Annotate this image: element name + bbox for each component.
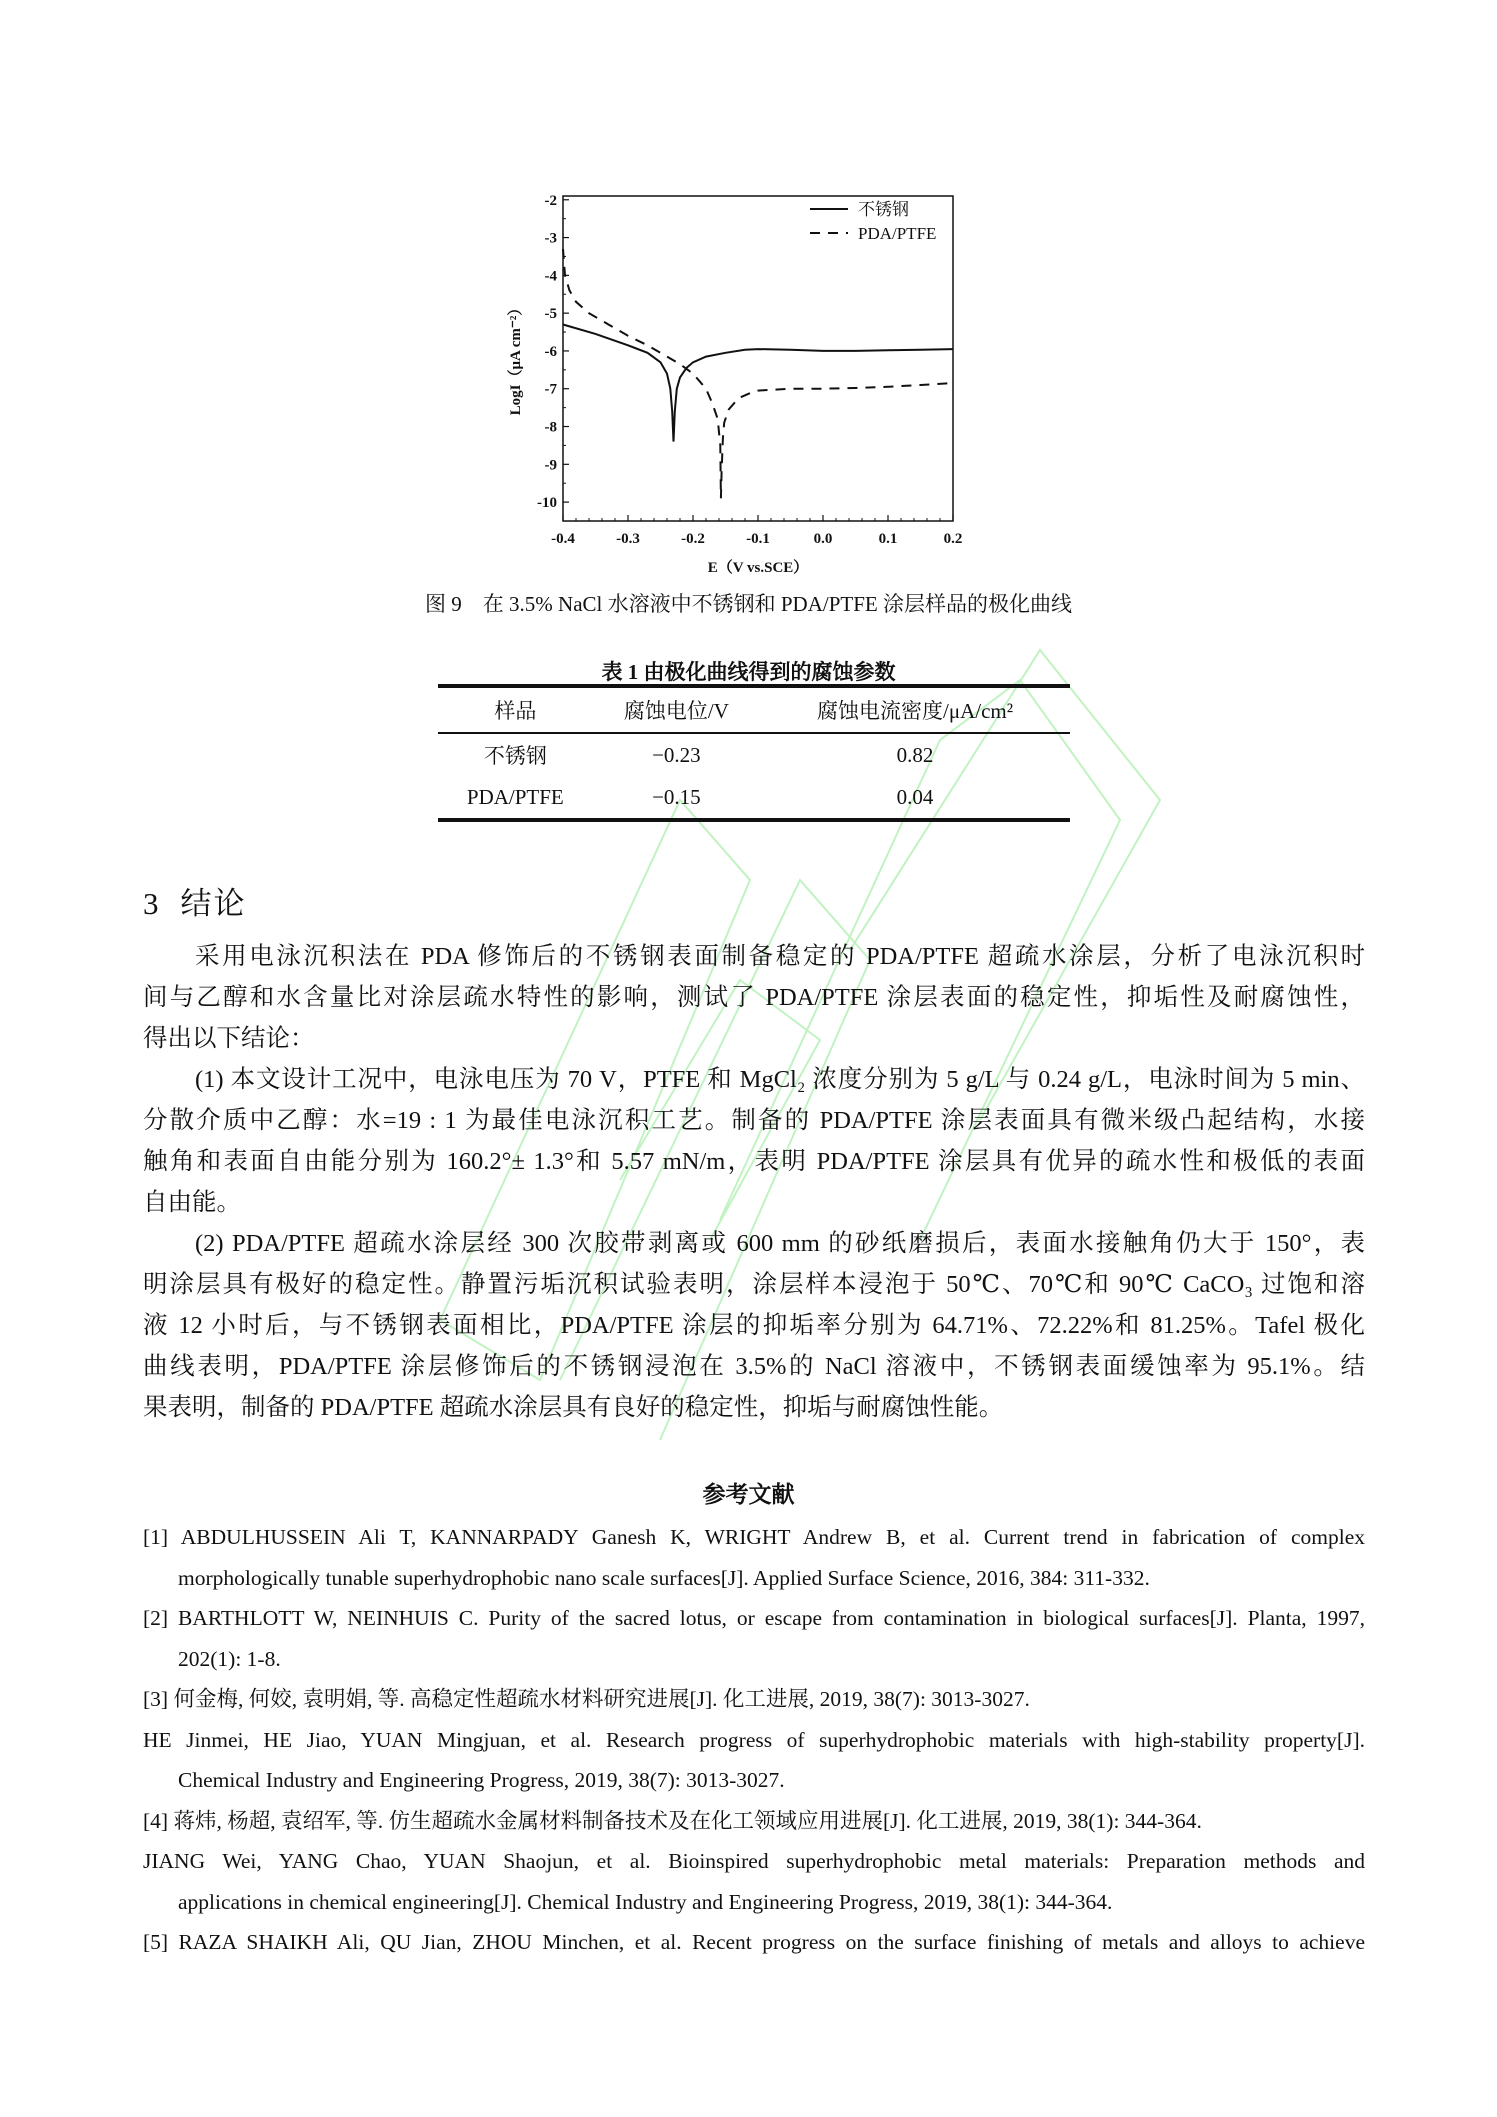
table-header-row [438, 686, 1070, 733]
paragraph-line: (1) 本文设计工况中，电泳电压为 70 V，PTFE 和 MgCl₂ 浓度分别为 5 g/L 与 0.24 g/L，电泳时间为 5 min、 [195, 1066, 1365, 1093]
y-tick-label: -8 [544, 419, 557, 436]
section-heading [143, 878, 267, 923]
paragraph-line: 间与乙醇和水含量比对涂层疏水特性的影响，测试了 PDA/PTFE 涂层表面的稳定性，抑垢性及耐腐蚀性， [143, 984, 1365, 1011]
reference-line: JIANG Wei, YANG Chao, YUAN Shaojun, et al. Bioinspired superhydrophobic metal materials: Preparation methods and [143, 1849, 1365, 1873]
table-row [438, 776, 1070, 820]
table-cell: 不锈钢 [483, 744, 547, 768]
table-cell: −0.23 [652, 742, 701, 767]
table-cell: 0.04 [760, 776, 1070, 820]
y-tick-label: -4 [544, 268, 557, 285]
paragraph-line: 分散介质中乙醇：水=19 : 1 为最佳电泳沉积工艺。制备的 PDA/PTFE 涂层表面具有微米级凸起结构，水接 [143, 1107, 1365, 1134]
paragraph-line: 明涂层具有极好的稳定性。静置污垢沉积试验表明，涂层样本浸泡于 50℃、70℃和 90℃ CaCO₃ 过饱和溶 [143, 1271, 1365, 1298]
paragraph-line: 得出以下结论： [143, 1025, 315, 1052]
section-title: 结论 [180, 886, 247, 921]
reference-line: [1] ABDULHUSSEIN Ali T, KANNARPADY Ganesh K, WRIGHT Andrew B, et al. Current trend in fabrication of complex [143, 1525, 1365, 1549]
table-row [438, 733, 1070, 776]
series-line-pda-ptfe [563, 249, 953, 498]
x-tick-label: 0.2 [943, 531, 963, 547]
legend [810, 200, 936, 243]
col-header-potential: 腐蚀电位/V [593, 686, 760, 733]
paragraph-line: 曲线表明，PDA/PTFE 涂层修饰后的不锈钢浸泡在 3.5%的 NaCl 溶液中，不锈钢表面缓蚀率为 95.1%。结 [143, 1353, 1365, 1380]
reference-line: morphologically tunable superhydrophobic nano scale surfaces[J]. Applied Surface Science, 2016, 384: 311-332. [178, 1565, 1150, 1590]
references-list [143, 1517, 1365, 1963]
col-header-current: 腐蚀电流密度/μA/cm² [760, 686, 1070, 733]
y-tick-label: -2 [544, 192, 557, 209]
y-tick-label: -5 [544, 306, 557, 323]
y-tick-label: -7 [544, 381, 557, 398]
y-tick-label: -9 [544, 457, 557, 474]
x-tick-label: -0.3 [616, 531, 640, 547]
reference-line: HE Jinmei, HE Jiao, YUAN Mingjuan, et al. Research progress of superhydrophobic materials with high-stability property[J]. [143, 1727, 1365, 1752]
paragraph-line: 触角和表面自由能分别为 160.2°± 1.3°和 5.57 mN/m，表明 PDA/PTFE 涂层具有优异的疏水性和极低的表面 [143, 1148, 1365, 1175]
paragraph-line: 采用电泳沉积法在 PDA 修饰后的不锈钢表面制备稳定的 PDA/PTFE 超疏水涂层，分析了电泳沉积时 [195, 943, 1365, 970]
reference-line: [5] RAZA SHAIKH Ali, QU Jian, ZHOU Minchen, et al. Recent progress on the surface finishing of metals and alloys to achieve [143, 1930, 1365, 1954]
table-cell: 0.82 [896, 742, 934, 767]
col-header-sample: 样品 [438, 686, 593, 733]
reference-line: [2] BARTHLOTT W, NEINHUIS C. Purity of the sacred lotus, or escape from contamination in biological surfaces[J]. Planta, 1997, [143, 1606, 1365, 1630]
legend-label-pda-ptfe: PDA/PTFE [858, 224, 937, 243]
reference-line: [4] 蒋炜, 杨超, 袁绍军, 等. 仿生超疏水金属材料制备技术及在化工领域应用进展[J]. 化工进展, 2019, 38(1): 344-364. [143, 1808, 1202, 1833]
legend-label-stainless: 不锈钢 [858, 200, 909, 219]
table-title: 表 1 由极化曲线得到的腐蚀参数 [601, 660, 896, 684]
reference-line: Chemical Industry and Engineering Progress, 2019, 38(7): 3013-3027. [178, 1768, 785, 1792]
y-tick-label: -6 [544, 343, 557, 360]
table-cell: PDA/PTFE [438, 776, 593, 820]
x-tick-label: 0.1 [878, 531, 898, 547]
paragraph-line: (2) PDA/PTFE 超疏水涂层经 300 次胶带剥离或 600 mm 的砂纸磨损后，表面水接触角仍大于 150°，表 [195, 1230, 1365, 1257]
reference-line: [3] 何金梅, 何姣, 袁明娟, 等. 高稳定性超疏水材料研究进展[J]. 化工进展, 2019, 38(7): 3013-3027. [143, 1687, 1030, 1711]
conclusion-body [143, 936, 1365, 1428]
corrosion-parameters-table [438, 684, 1070, 822]
x-tick-label: -0.4 [551, 531, 575, 547]
reference-line: applications in chemical engineering[J]. Chemical Industry and Engineering Progress, 2019, 38(1): 344-364. [178, 1889, 1113, 1914]
table-cell: −0.15 [593, 776, 760, 820]
paragraph-line: 果表明，制备的 PDA/PTFE 超疏水涂层具有良好的稳定性，抑垢与耐腐蚀性能。 [143, 1394, 1004, 1421]
paragraph-line: 液 12 小时后，与不锈钢表面相比，PDA/PTFE 涂层的抑垢率分别为 64.71%、72.22%和 81.25%。Tafel 极化 [143, 1312, 1365, 1339]
series-line-stainless-steel [563, 325, 953, 442]
plot-frame [563, 196, 953, 521]
y-tick-label: -10 [537, 495, 557, 512]
x-tick-label: -0.2 [681, 531, 705, 547]
x-axis-label: E（V vs.SCE） [707, 560, 809, 576]
figure-caption: 图 9 在 3.5% NaCl 水溶液中不锈钢和 PDA/PTFE 涂层样品的极化曲线 [425, 592, 1072, 616]
polarization-chart [480, 180, 1000, 580]
paragraph-line: 自由能。 [143, 1189, 241, 1216]
y-axis-label: LogI（μA cm⁻²） [508, 300, 524, 416]
x-tick-label: -0.1 [746, 531, 770, 547]
y-tick-label: -3 [544, 230, 557, 247]
section-number: 3 [143, 886, 161, 921]
references-title: 参考文献 [702, 1482, 795, 1507]
reference-line: 202(1): 1-8. [178, 1646, 281, 1671]
x-tick-label: 0.0 [813, 531, 833, 547]
